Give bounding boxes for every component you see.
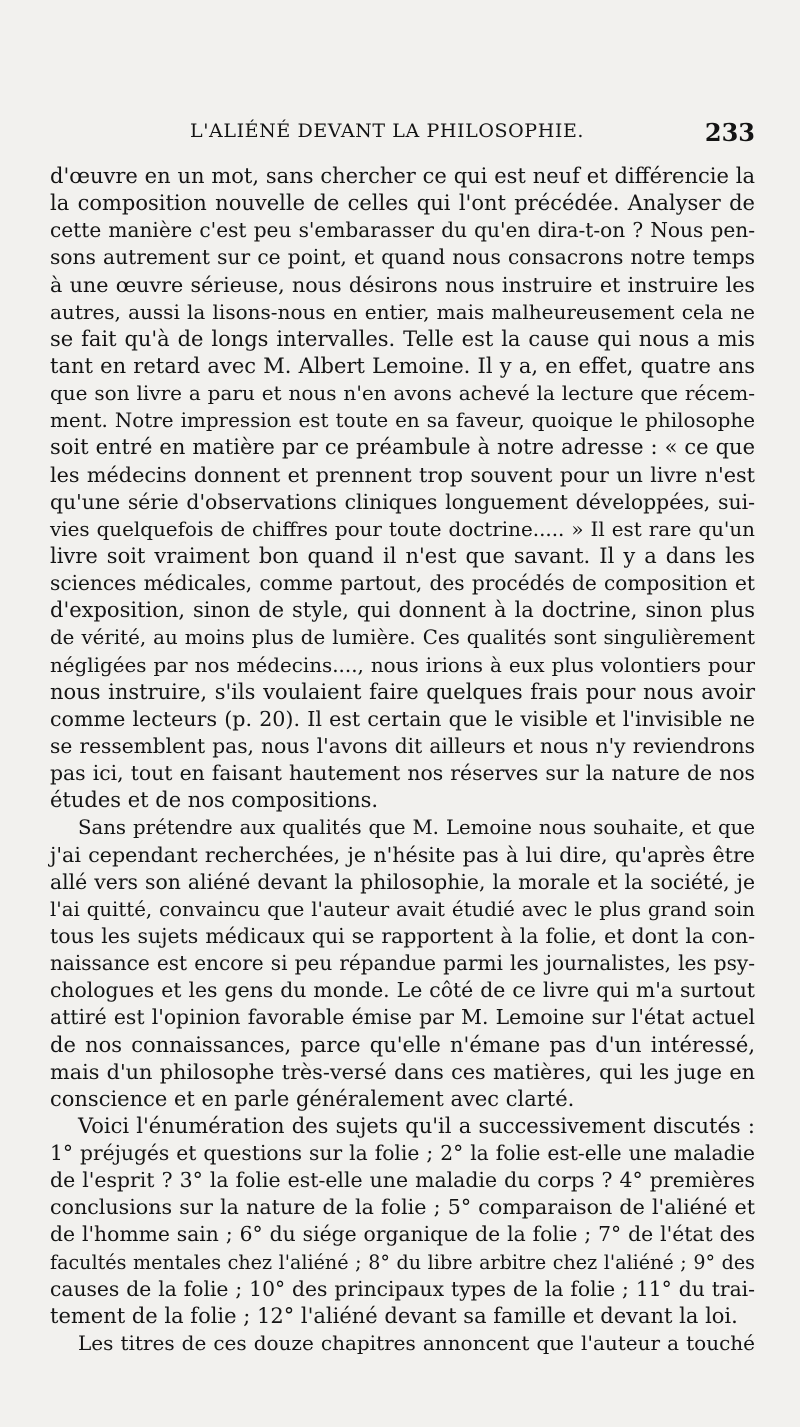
text-line: conscience et en parle généralement avec clarté. [50,1086,575,1111]
text-line: de vérité, au moins plus de lumière. Ces qualités sont singulièrement [50,626,755,650]
text-line: les médecins donnent et prennent trop souvent pour un livre n'est [50,462,755,487]
text-line: à une œuvre sérieuse, nous désirons nous instruire et instruire les [50,272,755,297]
text-line: cette manière c'est peu s'embarasser du qu'en dira-t-on ? Nous pen- [50,218,755,243]
text-line: nous instruire, s'ils voulaient faire quelques frais pour nous avoir [50,679,755,704]
text-line: Voici l'énumération des sujets qu'il a successivement discutés : [78,1113,755,1138]
text-line: vies quelquefois de chiffres pour toute doctrine..... » Il est rare qu'un [50,517,755,541]
text-line: ment. Notre impression est toute en sa faveur, quoique le philosophe [50,409,755,433]
text-line: allé vers son aliéné devant la philosophie, la morale et la société, je [50,869,755,894]
text-line: naissance est encore si peu répandue parmi les journalistes, les psy- [50,951,755,976]
text-line: l'ai quitté, convaincu que l'auteur avait étudié avec le plus grand soin [50,897,755,921]
text-line: études et de nos compositions. [50,788,379,813]
text-line: de l'esprit ? 3° la folie est-elle une maladie du corps ? 4° premières [50,1168,755,1193]
text-line: conclusions sur la nature de la folie ; 5° comparaison de l'aliéné et [50,1195,755,1220]
page-number: 233 [704,118,755,147]
text-line: pas ici, tout en faisant hautement nos réserves sur la nature de nos [50,761,755,786]
text-line: livre soit vraiment bon quand il n'est que savant. Il y a dans les [50,543,755,568]
text-line: qu'une série d'observations cliniques longuement développées, sui- [50,489,755,514]
text-line: Les titres de ces douze chapitres annoncent que l'auteur a touché [78,1331,755,1356]
text-line: 1° préjugés et questions sur la folie ; 2° la folie est-elle une maladie [50,1141,755,1166]
text-line: d'œuvre en un mot, sans chercher ce qui est neuf et différencie la [50,164,755,188]
text-line: de l'homme sain ; 6° du siége organique de la folie ; 7° de l'état des [50,1222,755,1247]
text-line: négligées par nos médecins...., nous irions à eux plus volontiers pour [50,653,755,677]
text-line: chologues et les gens du monde. Le côté de ce livre qui m'a surtout [50,978,755,1003]
body-text [50,163,755,1357]
text-line: j'ai cependant recherchées, je n'hésite pas à lui dire, qu'après être [50,842,755,867]
text-line: comme lecteurs (p. 20). Il est certain que le visible et l'invisible ne [50,706,755,731]
text-line: tant en retard avec M. Albert Lemoine. Il y a, en effet, quatre ans [50,353,755,378]
text-line: sciences médicales, comme partout, des procédés de composition et [50,571,755,596]
running-header [50,118,755,154]
running-title: L'ALIÉNÉ DEVANT LA PHILOSOPHIE. [190,120,585,142]
text-line: que son livre a paru et nous n'en avons achevé la lecture que récem- [50,381,755,406]
text-line: autres, aussi la lisons-nous en entier, mais malheureusement cela ne [50,299,755,324]
text-line: facultés mentales chez l'aliéné ; 8° du libre arbitre chez l'aliéné ; 9° des [50,1250,755,1274]
text-line: tement de la folie ; 12° l'aliéné devant sa famille et devant la loi. [50,1303,738,1328]
text-line: se ressemblent pas, nous l'avons dit ailleurs et nous n'y reviendrons [50,733,755,758]
text-line: Sans prétendre aux qualités que M. Lemoine nous souhaite, et que [78,816,755,840]
text-line: d'exposition, sinon de style, qui donnent à la doctrine, sinon plus [50,598,755,623]
text-line: sons autrement sur ce point, et quand nous consacrons notre temps [50,245,755,270]
text-line: mais d'un philosophe très-versé dans ces matières, qui les juge en [50,1059,755,1084]
text-line: tous les sujets médicaux qui se rapportent à la folie, et dont la con- [50,923,755,948]
text-line: la composition nouvelle de celles qui l'ont précédée. Analyser de [50,191,755,216]
text-line: attiré est l'opinion favorable émise par M. Lemoine sur l'état actuel [50,1005,755,1030]
text-line: de nos connaissances, parce qu'elle n'émane pas d'un intéressé, [50,1032,755,1057]
text-line: causes de la folie ; 10° des principaux types de la folie ; 11° du trai- [50,1276,755,1301]
text-line: soit entré en matière par ce préambule à notre adresse : « ce que [50,435,755,460]
text-line: se fait qu'à de longs intervalles. Telle est la cause qui nous a mis [50,326,755,351]
